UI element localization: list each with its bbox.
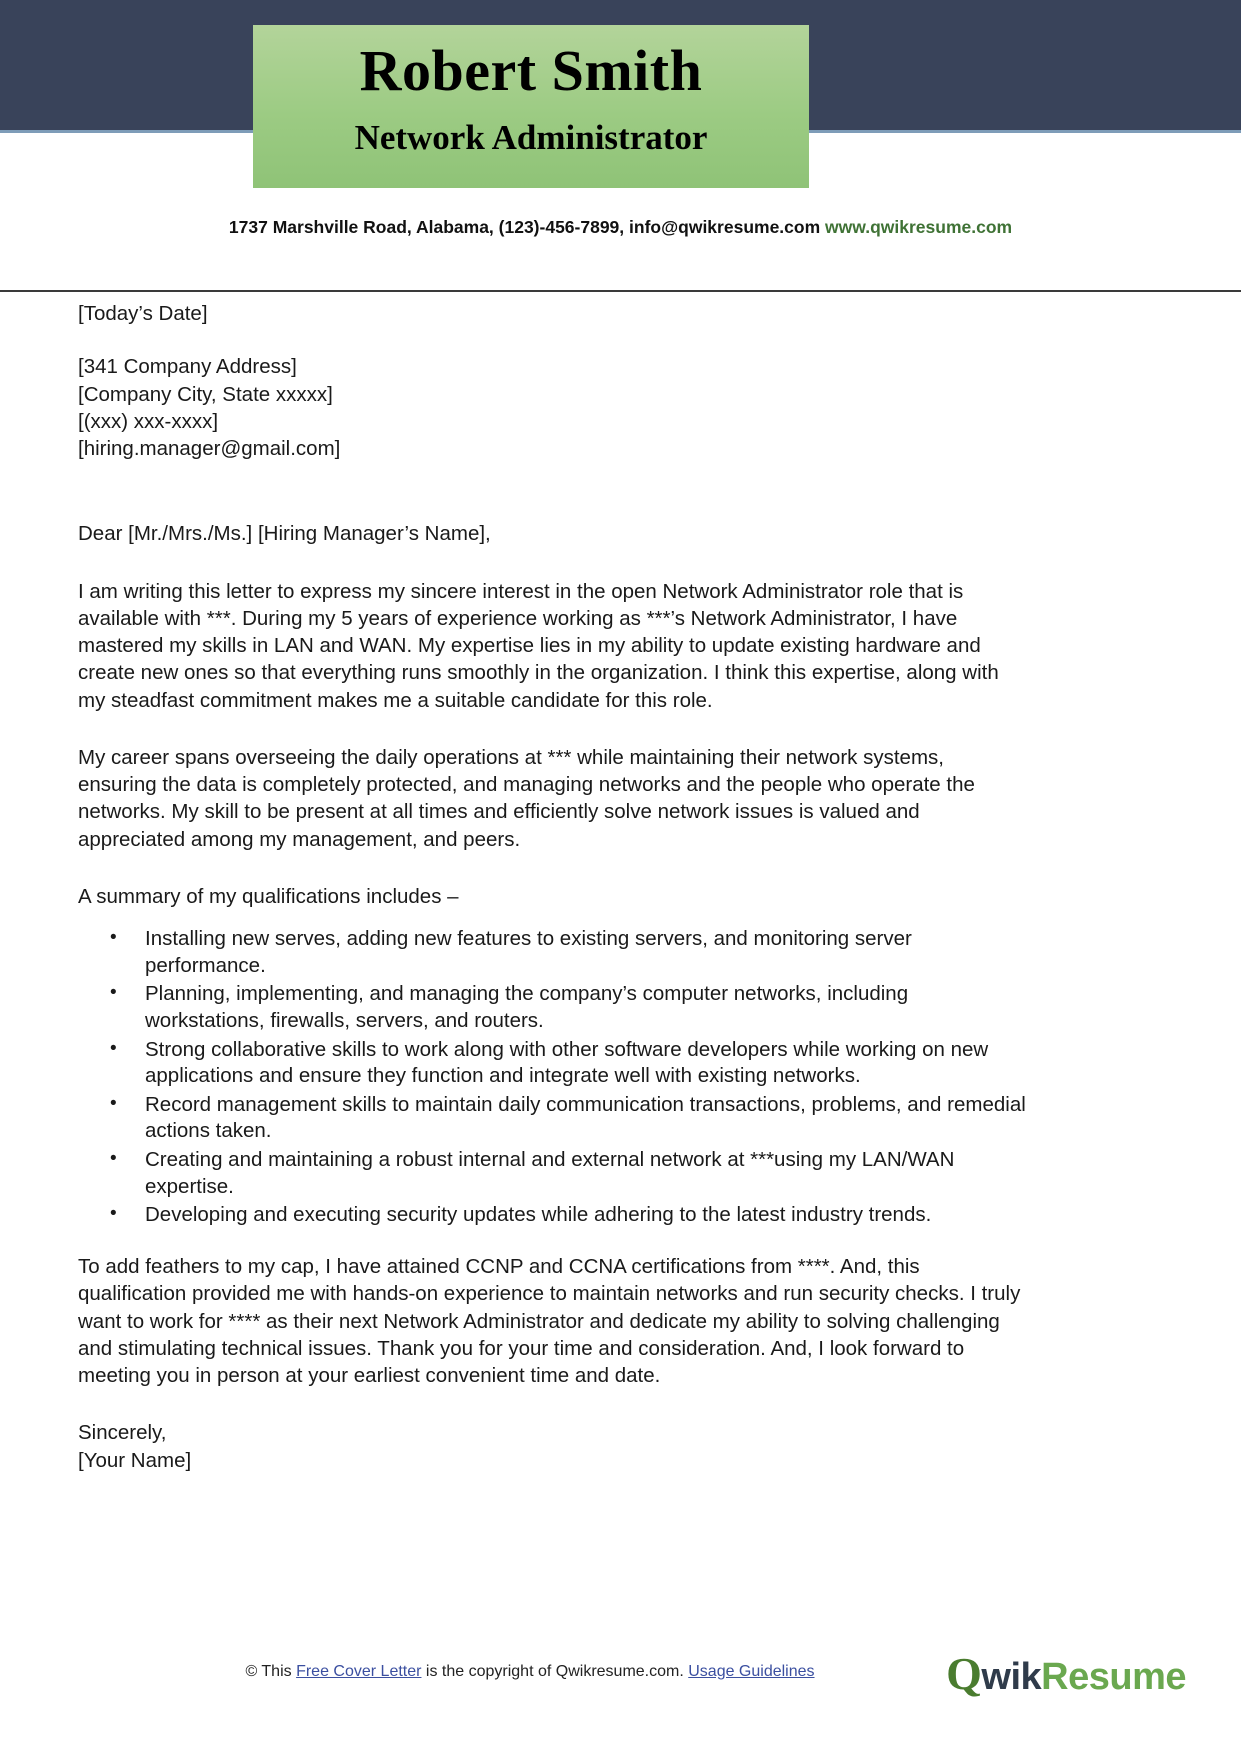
list-item-text: Strong collaborative skills to work along with other software developers while working on new applications and ensure they function and integrate well with existing networks. (145, 1037, 989, 1088)
list-item (78, 1037, 1026, 1090)
list-item-text: Record management skills to maintain daily communication transactions, problems, and remedial actions taken. (145, 1092, 1026, 1143)
logo-wik: wik (981, 1656, 1042, 1698)
name-title-card (253, 25, 809, 188)
signature-placeholder: [Your Name] (78, 1448, 192, 1472)
qualifications-list (78, 926, 1026, 1229)
date-placeholder: [Today’s Date] (78, 302, 208, 325)
website-link[interactable]: www.qwikresume.com (825, 217, 1013, 237)
bullet-icon: • (110, 1037, 117, 1059)
paragraph-certifications: To add feathers to my cap, I have attained CCNP and CCNA certifications from ****. And, this qualification provided me with hands-on experience to maintain networks and run security checks. I truly want to work for **** as their next Network Administrator and dedicate my ability to solving challenging and stimulating technical issues. Thank you for your time and consideration. And, I look forward to meeting you in person at your earliest convenient time and date. (78, 1255, 1021, 1388)
salutation: Dear [Mr./Mrs./Ms.] [Hiring Manager’s Name], (78, 522, 491, 546)
closing-block (78, 1419, 1026, 1474)
qwikresume-logo[interactable] (946, 1647, 1186, 1700)
list-item-text: Installing new serves, adding new features to existing servers, and monitoring server performance. (145, 927, 912, 977)
bullet-icon: • (110, 1148, 117, 1170)
recipient-phone: [(xxx) xxx-xxxx] (78, 409, 219, 433)
document-header (0, 0, 1241, 255)
contact-details: 1737 Marshville Road, Alabama, (123)-456-7899, info@qwikresume.com (228, 217, 821, 237)
bullet-icon: • (110, 927, 117, 948)
list-item (78, 1202, 1026, 1229)
document-footer (0, 1648, 1241, 1755)
closing-word: Sincerely, (78, 1421, 167, 1445)
list-item-text: Planning, implementing, and managing the company’s computer networks, including workstations, firewalls, servers, and routers. (145, 982, 909, 1032)
list-item (78, 1147, 1026, 1200)
logo-resume: Resume (1041, 1656, 1186, 1698)
qualifications-intro: A summary of my qualifications includes – (78, 884, 459, 908)
paragraph-intro: I am writing this letter to express my sincere interest in the open Network Administrator role that is available with ***. During my 5 years of experience working as ***’s Network Administrator, I have mastered my skills in LAN and WAN. My expertise lies in my ability to update existing hardware and create new ones so that everything runs smoothly in the organization. I think this expertise, along with my steadfast commitment makes me a suitable candidate for this role. (78, 579, 999, 712)
paragraph-career: My career spans overseeing the daily operations at *** while maintaining their network systems, ensuring the data is completely protected, and managing networks and the people who operate the networks. My skill to be present at all times and efficiently solve network issues is valued and appreciated among my management, and peers. (78, 745, 975, 851)
candidate-job-title: Network Administrator (354, 118, 708, 157)
footer-middle: is the copyright of Qwikresume.com. (421, 1663, 689, 1680)
recipient-city-state: [Company City, State xxxxx] (78, 382, 333, 406)
recipient-address: [341 Company Address] (78, 355, 297, 379)
candidate-name: Robert Smith (359, 38, 703, 103)
list-item-text: Creating and maintaining a robust internal and external network at ***using my LAN/WAN expertise. (145, 1148, 955, 1198)
usage-guidelines-link[interactable]: Usage Guidelines (688, 1663, 815, 1680)
list-item (78, 926, 1026, 979)
logo-q: Q (946, 1648, 982, 1699)
list-item (78, 1092, 1026, 1145)
bullet-icon: • (110, 1203, 117, 1225)
list-item-text: Developing and executing security updates while adhering to the latest industry trends. (145, 1203, 932, 1227)
free-cover-letter-link[interactable]: Free Cover Letter (296, 1663, 422, 1680)
bullet-icon: • (110, 982, 117, 1004)
recipient-address-block (78, 353, 1026, 462)
bullet-icon: • (110, 1092, 117, 1114)
footer-copyright (0, 1663, 1060, 1681)
contact-info-line (0, 217, 1241, 238)
header-divider (0, 290, 1241, 292)
footer-prefix: © This (245, 1663, 297, 1680)
recipient-email: [hiring.manager@gmail.com] (78, 437, 341, 460)
letter-body (78, 300, 1026, 1474)
list-item (78, 981, 1026, 1034)
